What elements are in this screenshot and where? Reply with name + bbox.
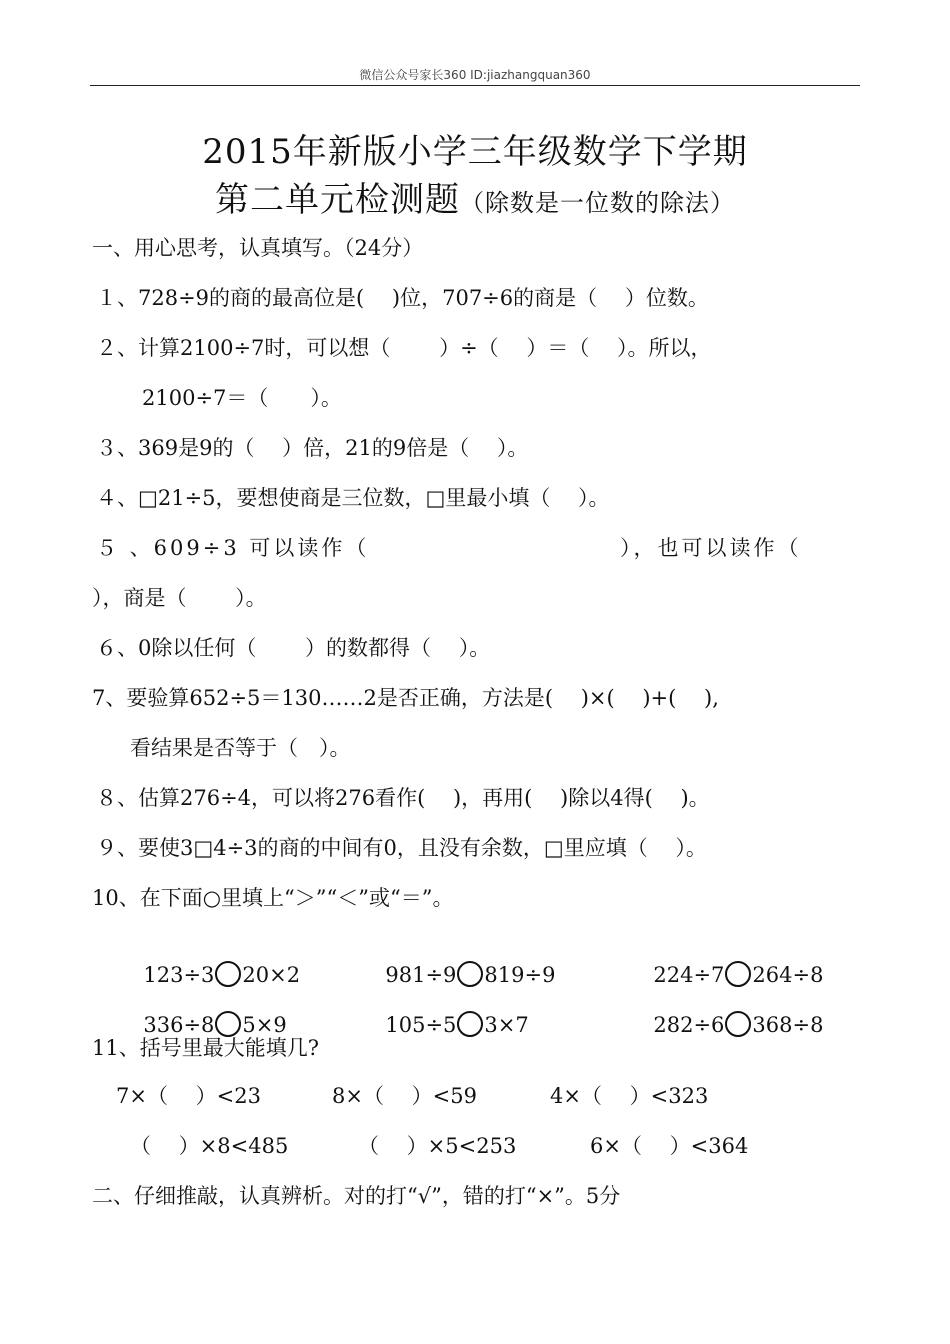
question-9: ９、要使3□4÷3的商的中间有0，且没有余数，□里应填（ ）。 (96, 836, 707, 860)
compare-item (640, 990, 823, 1037)
compare-circle[interactable] (457, 961, 483, 987)
page-subtitle (0, 172, 950, 221)
question-5-line2: ），商是（ ）。 (92, 586, 267, 610)
fill-item: 6×（ ）<364 (590, 1134, 749, 1158)
compare-right: 264÷8 (752, 963, 824, 987)
compare-left: 336÷8 (143, 1013, 215, 1037)
subtitle-topic: （除数是一位数的除法） (460, 189, 735, 217)
compare-right: 368÷8 (752, 1013, 824, 1037)
compare-item (640, 940, 823, 987)
compare-item (130, 940, 300, 987)
question-7-line1: 7、要验算652÷5＝130……2是否正确，方法是( )×( )+( ), (92, 686, 719, 710)
compare-left: 123÷3 (143, 963, 215, 987)
subtitle-main: 第二单元检测题 (215, 180, 460, 220)
compare-right: 20×2 (242, 963, 301, 987)
page-header: 微信公众号家长360 ID:jiazhangquan360 (359, 68, 591, 82)
header-rule (90, 85, 860, 86)
fill-item: （ ）×8<485 (130, 1134, 289, 1158)
question-11: 11、括号里最大能填几? (92, 1036, 319, 1060)
question-10: 10、在下面○里填上“＞”“＜”或“＝”。 (92, 886, 454, 910)
compare-right: 5×9 (242, 1013, 287, 1037)
compare-item (372, 940, 555, 987)
compare-circle[interactable] (215, 961, 241, 987)
compare-right: 3×7 (484, 1013, 529, 1037)
compare-circle[interactable] (215, 1011, 241, 1037)
compare-left: 282÷6 (653, 1013, 725, 1037)
question-5-line1-part2: ），也可以读作（ (620, 536, 802, 560)
compare-item (372, 990, 529, 1037)
question-1: １、728÷9的商的最高位是( )位，707÷6的商是（ ）位数。 (96, 286, 709, 310)
compare-circle[interactable] (725, 961, 751, 987)
question-6: ６、0除以任何（ ）的数都得（ ）。 (96, 636, 491, 660)
compare-left: 981÷9 (385, 963, 457, 987)
question-4: ４、□21÷5，要想使商是三位数，□里最小填（ ）。 (96, 486, 610, 510)
compare-circle[interactable] (725, 1011, 751, 1037)
fill-item: 4×（ ）<323 (550, 1084, 709, 1108)
page-title: 2015年新版小学三年级数学下学期 (202, 132, 748, 172)
compare-right: 819÷9 (484, 963, 556, 987)
question-2-line2: 2100÷7＝（ ）。 (142, 386, 342, 410)
section1-heading: 一、用心思考，认真填写。（24分） (92, 236, 424, 260)
fill-item: 7×（ ）<23 (116, 1084, 261, 1108)
question-7-line2: 看结果是否等于（ ）。 (130, 736, 351, 760)
question-3: ３、369是9的（ ）倍，21的9倍是（ ）。 (96, 436, 529, 460)
compare-left: 224÷7 (653, 963, 725, 987)
fill-item: （ ）×5<253 (358, 1134, 517, 1158)
question-8: ８、估算276÷4，可以将276看作( )，再用( )除以4得( )。 (96, 786, 710, 810)
fill-item: 8×（ ）<59 (332, 1084, 477, 1108)
section2-heading: 二、仔细推敲，认真辨析。对的打“√”，错的打“×”。5分 (92, 1184, 621, 1208)
question-5-line1-part1: ５ 、609÷3 可以读作（ (96, 536, 370, 560)
question-2-line1: ２、计算2100÷7时，可以想（ ）÷（ ）＝（ ）。所以， (96, 336, 712, 360)
compare-left: 105÷5 (385, 1013, 457, 1037)
compare-item (130, 990, 287, 1037)
compare-circle[interactable] (457, 1011, 483, 1037)
